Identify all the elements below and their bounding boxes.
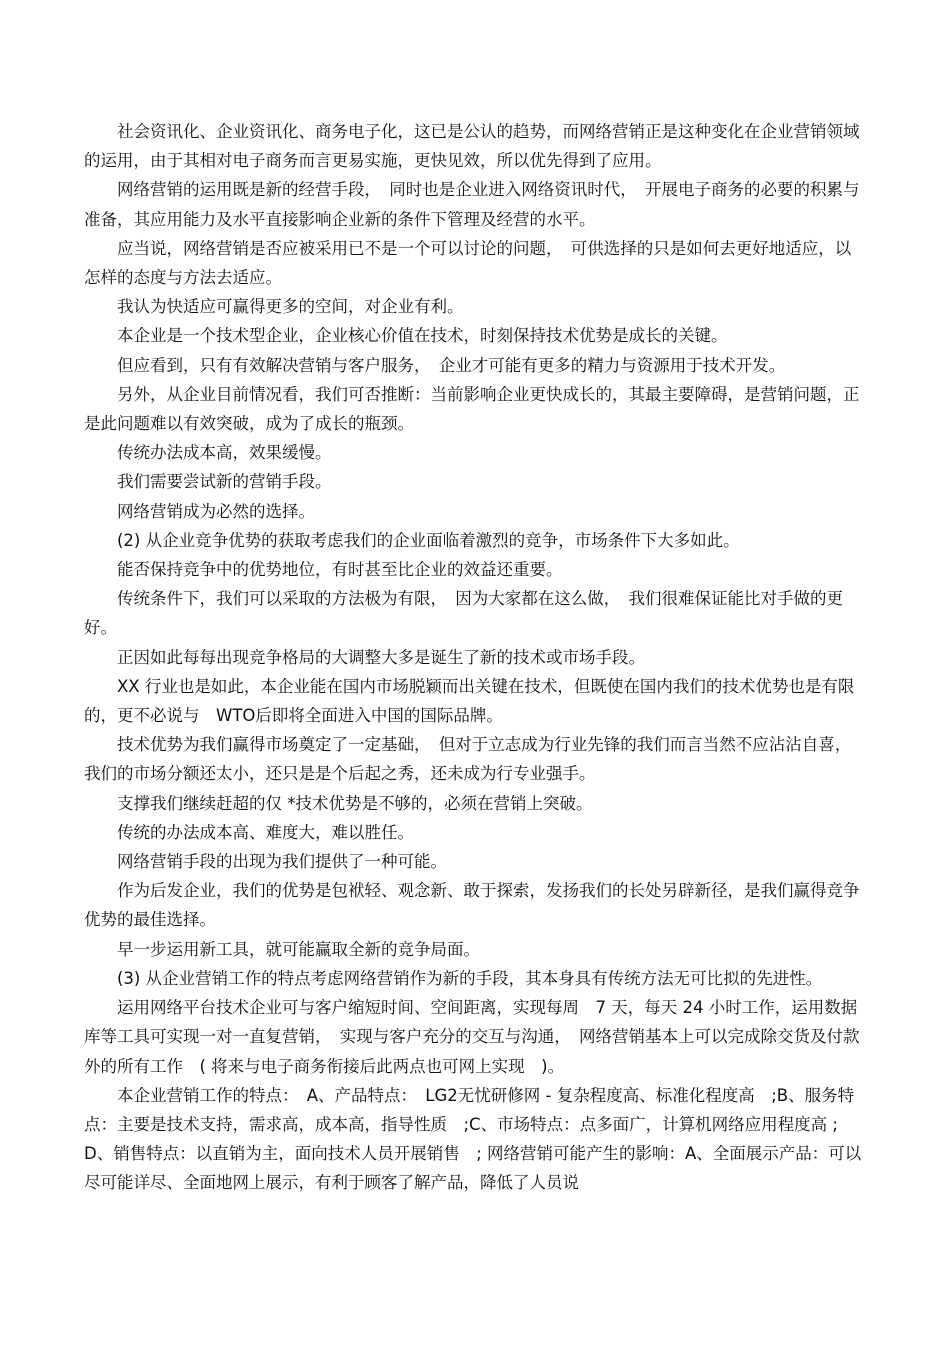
document-body <box>84 117 864 1198</box>
paragraph: 技术优势为我们赢得市场奠定了一定基础， 但对于立志成为行业先锋的我们而言当然不应沾沾自喜，我们的市场分额还太小，还只是是个后起之秀，还未成为行专业强手。 <box>84 735 852 784</box>
paragraph: 网络营销成为必然的选择。 <box>117 501 315 521</box>
paragraph: 传统办法成本高，效果缓慢。 <box>117 443 332 463</box>
paragraph: 能否保持竞争中的优势地位，有时甚至比企业的效益还重要。 <box>117 560 563 580</box>
paragraph: 另外，从企业目前情况看，我们可否推断：当前影响企业更快成长的，其最主要障碍，是营销问题，正是此问题难以有效突破，成为了成长的瓶颈。 <box>84 384 860 434</box>
paragraph: 本企业营销工作的特点： A、产品特点： LG2无忧研修网 - 复杂程度高、标准化程度高 ;B、服务特点：主要是技术支持，需求高，成本高，指导性质 ;C、市场特点：点多面广，计算机网络应用程度高 ;D、销售特点：以直销为主，面向技术人员开展销售 ; 网络营销可能产生的影响：A、全面展示产品：可以尽可能详尽、全面地网上展示，有利于顾客了解产品，降低了人员说 <box>84 1085 862 1193</box>
paragraph: XX 行业也是如此，本企业能在国内市场脱颖而出关键在技术，但既使在国内我们的技术优势也是有限的，更不必说与 WTO后即将全面进入中国的国际品牌。 <box>84 676 855 726</box>
paragraph: 我认为快适应可赢得更多的空间，对企业有利。 <box>117 297 464 317</box>
paragraph: 但应看到，只有有效解决营销与客户服务， 企业才可能有更多的精力与资源用于技术开发。 <box>117 355 786 375</box>
paragraph: 应当说，网络营销是否应被采用已不是一个可以讨论的问题， 可供选择的只是如何去更好地适应，以怎样的态度与方法去适应。 <box>84 238 852 288</box>
paragraph: (3) 从企业营销工作的特点考虑网络营销作为新的手段，其本身具有传统方法无可比拟的先进性。 <box>117 968 823 988</box>
paragraph: (2) 从企业竞争优势的获取考虑我们的企业面临着激烈的竞争，市场条件下大多如此。 <box>117 530 740 550</box>
paragraph: 传统条件下，我们可以采取的方法极为有限， 因为大家都在这么做， 我们很难保证能比对手做的更好。 <box>84 589 843 638</box>
paragraph: 我们需要尝试新的营销手段。 <box>117 472 332 492</box>
paragraph: 网络营销手段的出现为我们提供了一种可能。 <box>117 852 447 872</box>
paragraph: 支撑我们继续赶超的仅 *技术优势是不够的，必须在营销上突破。 <box>117 793 593 813</box>
paragraph: 社会资讯化、企业资讯化、商务电子化，这已是公认的趋势，而网络营销正是这种变化在企业营销领域的运用，由于其相对电子商务而言更易实施，更快见效，所以优先得到了应用。 <box>84 122 860 171</box>
paragraph: 本企业是一个技术型企业，企业核心价值在技术，时刻保持技术优势是成长的关键。 <box>117 326 728 346</box>
paragraph: 网络营销的运用既是新的经营手段， 同时也是企业进入网络资讯时代， 开展电子商务的必要的积累与准备，其应用能力及水平直接影响企业新的条件下管理及经营的水平。 <box>84 180 860 229</box>
paragraph: 传统的办法成本高、难度大，难以胜任。 <box>117 822 414 842</box>
paragraph: 运用网络平台技术企业可与客户缩短时间、空间距离，实现每周 7 天，每天 24 小时工作，运用数据库等工具可实现一对一直复营销， 实现与客户充分的交互与沟通， 网络营销基本上可以完成除交货及付款外的所有工作 ( 将来与电子商务衔接后此两点也可网上实现 )。 <box>84 998 860 1076</box>
paragraph: 早一步运用新工具，就可能赢取全新的竞争局面。 <box>117 939 480 959</box>
paragraph: 正因如此每每出现竞争格局的大调整大多是诞生了新的技术或市场手段。 <box>117 647 645 667</box>
paragraph: 作为后发企业，我们的优势是包袱轻、观念新、敢于探索，发扬我们的长处另辟新径，是我们赢得竞争优势的最佳选择。 <box>84 881 860 930</box>
